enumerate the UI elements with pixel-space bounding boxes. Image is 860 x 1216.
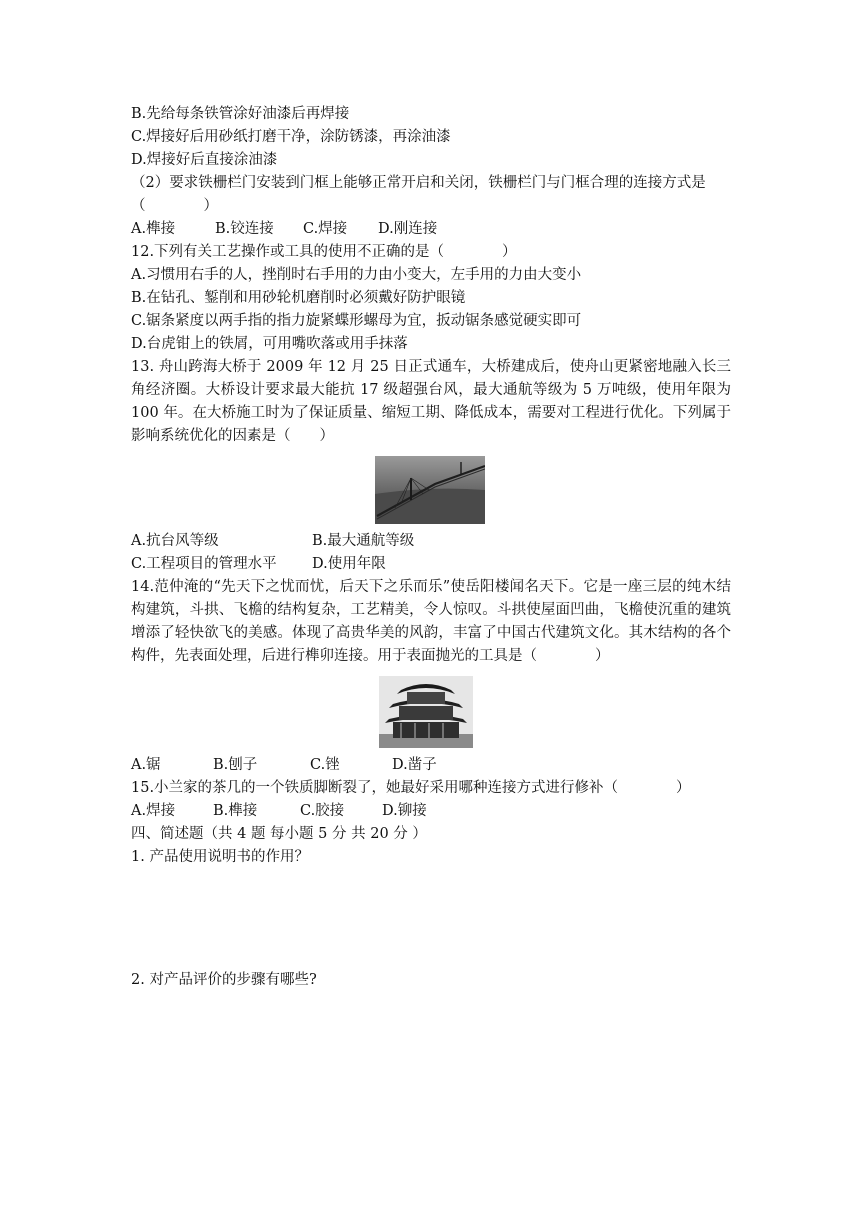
q13-option-b: B.最大通航等级 xyxy=(312,533,415,549)
q15-option-a: A.焊接 xyxy=(131,803,176,819)
q13-stem: 13. 舟山跨海大桥于 2009 年 12 月 25 日正式通车，大桥建成后，使舟山更紧密地融入长三角经济圈。大桥设计要求最大能抗 17 级超强台风，最大通航等级为 5 万吨级，使用年限为 100 年。在大桥施工时为了保证质量、缩短工期、降低成本，需要对工程进行优化。下列属于影响系统优化的因素是（ ） xyxy=(131,359,731,444)
section-4-question-1: 1. 产品使用说明书的作用？ xyxy=(131,849,309,865)
q15-options xyxy=(131,800,731,823)
q12-option-a: A.习惯用右手的人，挫削时右手用的力由小变大，左手用的力由大变小 xyxy=(131,267,582,283)
q11-2-option-c: C.焊接 xyxy=(303,221,348,237)
q14-option-d: D.凿子 xyxy=(392,757,437,773)
q12-option-b: B.在钻孔、錾削和用砂轮机磨削时必须戴好防护眼镜 xyxy=(131,290,466,306)
q11-2-option-b: B.铰连接 xyxy=(215,221,274,237)
q11-2-options xyxy=(131,218,731,241)
q13-options-row2 xyxy=(131,553,731,576)
q11-2-option-a: A.榫接 xyxy=(131,221,176,237)
q14-option-c: C.锉 xyxy=(310,757,340,773)
q13-option-a: A.抗台风等级 xyxy=(131,533,219,549)
q11-option-d: D.焊接好后直接涂油漆 xyxy=(131,152,278,168)
q11-2-stem: （2）要求铁栅栏门安装到门框上能够正常开启和关闭，铁栅栏门与门框合理的连接方式是 xyxy=(131,175,706,191)
q12-stem: 12.下列有关工艺操作或工具的使用不正确的是（ ） xyxy=(131,244,517,260)
q13-option-c: C.工程项目的管理水平 xyxy=(131,556,277,572)
q15-stem: 15.小兰家的茶几的一个铁质脚断裂了，她最好采用哪种连接方式进行修补（ ） xyxy=(131,780,691,796)
q14-option-b: B.刨子 xyxy=(213,757,258,773)
q11-2-option-d: D.刚连接 xyxy=(378,221,438,237)
q14-stem: 14.范仲淹的“先天下之忧而忧，后天下之乐而乐”使岳阳楼闻名天下。它是一座三层的纯木结构建筑，斗拱、飞檐的结构复杂，工艺精美，令人惊叹。斗拱使屋面凹曲，飞檐使沉重的建筑增添了轻快欲飞的美感。体现了高贵华美的风韵，丰富了中国古代建筑文化。其木结构的各个构件，先表面处理，后进行榫卯连接。用于表面抛光的工具是（ ） xyxy=(131,579,731,664)
q15-option-b: B.榫接 xyxy=(213,803,258,819)
answer-space-1 xyxy=(131,869,731,969)
q14-option-a: A.锯 xyxy=(131,757,161,773)
q13-options-row1 xyxy=(131,530,731,553)
q12-option-d: D.台虎钳上的铁屑，可用嘴吹落或用手抹落 xyxy=(131,336,408,352)
q11-option-c: C.焊接好后用砂纸打磨干净，涂防锈漆，再涂油漆 xyxy=(131,129,451,145)
q11-2-blank: （ ） xyxy=(131,198,218,214)
q15-option-d: D.铆接 xyxy=(382,803,427,819)
section-4-question-2: 2. 对产品评价的步骤有哪些? xyxy=(131,972,317,988)
section-4-title: 四、简述题（共 4 题 每小题 5 分 共 20 分 ） xyxy=(131,826,427,842)
q11-option-b: B.先给每条铁管涂好油漆后再焊接 xyxy=(131,106,350,122)
q15-option-c: C.胶接 xyxy=(300,803,345,819)
q12-option-c: C.锯条紧度以两手指的指力旋紧蝶形螺母为宜，扳动锯条感觉硬实即可 xyxy=(131,313,582,329)
q13-option-d: D.使用年限 xyxy=(312,556,386,572)
q14-options xyxy=(131,754,731,777)
exam-page xyxy=(131,103,731,992)
bridge-photo xyxy=(375,456,485,524)
yueyang-tower-photo xyxy=(379,676,473,748)
